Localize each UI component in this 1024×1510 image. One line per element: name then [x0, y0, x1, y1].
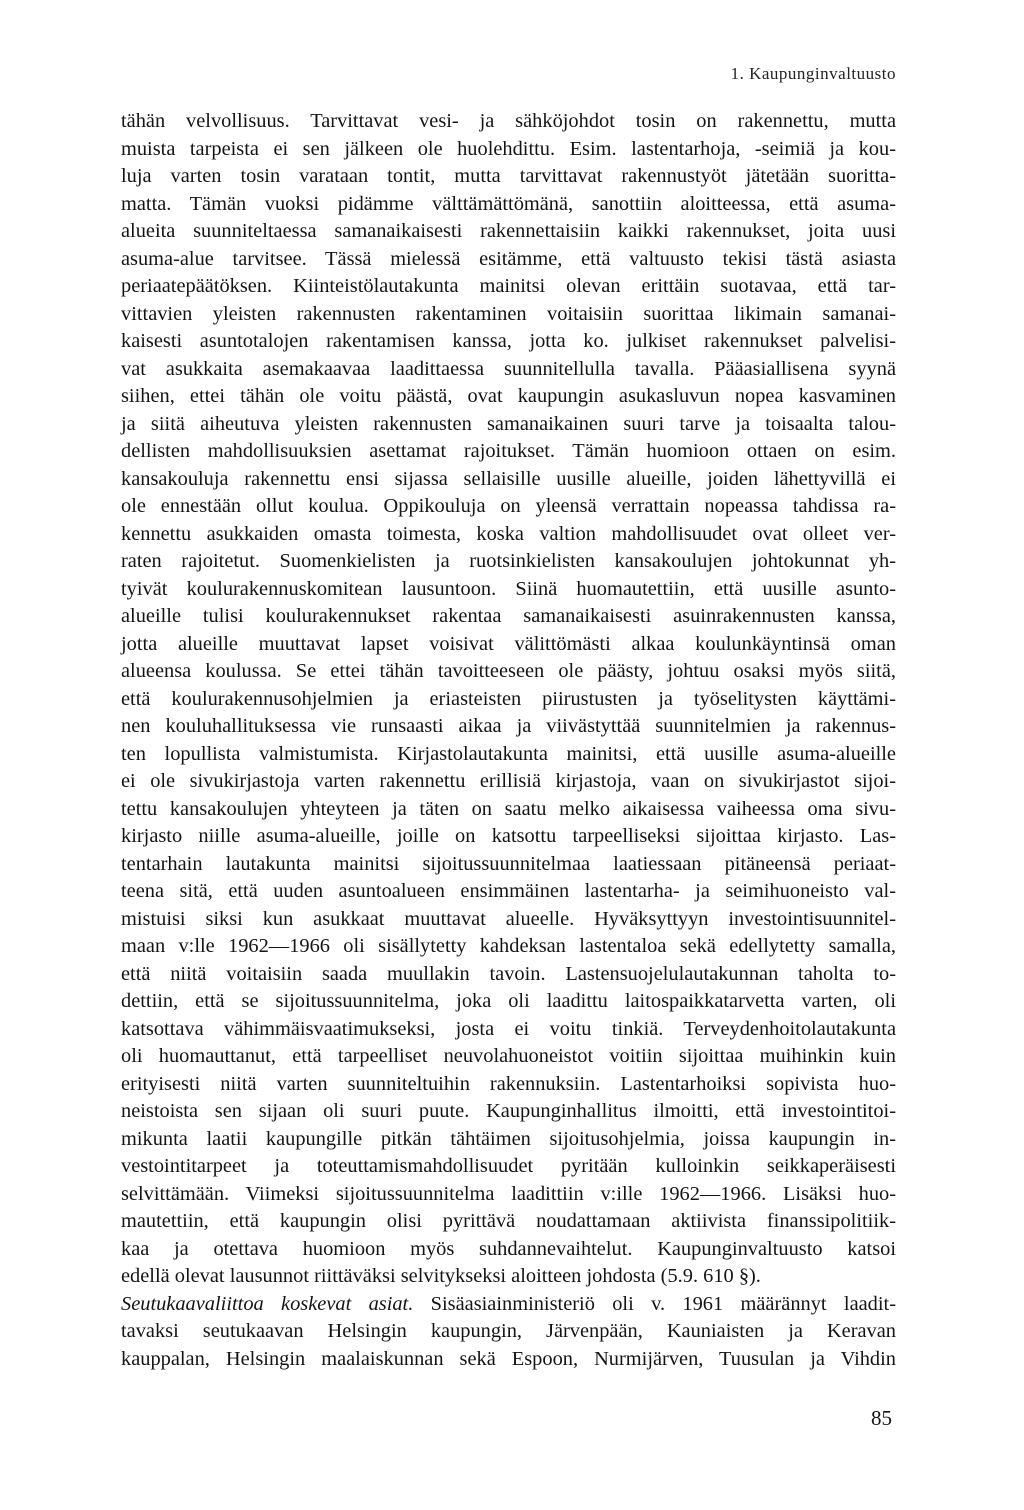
text-line: katsottava vähimmäisvaatimukseksi, josta ei voitu tinkiä. Terveydenhoitolautakunta — [121, 1017, 896, 1040]
paragraph — [121, 1291, 896, 1374]
text-line: alueille tulisi koulurakennukset rakentaa samanaikaisesti asuinrakennusten kanssa, — [121, 605, 896, 627]
text-line: kirjasto niille asuma-alueille, joille on katsottu tarpeelliseksi sijoittaa kirjasto. Las- — [121, 825, 896, 847]
text-line: tähän velvollisuus. Tarvittavat vesi- ja sähköjohdot tosin on rakennettu, mutta — [121, 110, 896, 132]
paragraph — [121, 108, 896, 1291]
text-line: kennettu asukkaiden omasta toimesta, koska valtion mahdollisuudet ovat olleet ver- — [121, 522, 896, 545]
text-line: tentarhain lautakunta mainitsi sijoitussuunnitelmaa laatiessaan pitäneensä periaat- — [121, 852, 896, 875]
text-line: ole ennestään ollut koulua. Oppikouluja on yleensä verrattain nopeassa tahdissa ra- — [121, 495, 896, 517]
text-line: kaa ja otettava huomioon myös suhdannevaihtelut. Kaupunginvaltuusto katsoi — [121, 1237, 896, 1260]
text-line: mikunta laatii kaupungille pitkän tähtäimen sijoitusohjelmia, joissa kaupungin in- — [121, 1127, 896, 1150]
text-line: matta. Tämän vuoksi pidämme välttämättömänä, sanottiin aloitteessa, että asuma- — [121, 192, 896, 215]
text-line: ei ole sivukirjastoja varten rakennettu erillisiä kirjastoja, vaan on sivukirjastot sijoi- — [121, 770, 896, 792]
text-line: erityisesti niitä varten suunniteltuihin rakennuksiin. Lastentarhoiksi sopivista huo- — [121, 1072, 896, 1095]
text-line: edellä olevat lausunnot riittäväksi selvitykseksi aloitteen johdosta (5.9. 610 §). — [121, 1265, 761, 1287]
text-line: että koulurakennusohjelmien ja eriasteisten piirustusten ja työselitysten käyttämi- — [121, 687, 896, 710]
section-heading: Seutukaavaliittoa koskevat asiat. — [121, 1292, 414, 1315]
text-line: alueensa koulussa. Se ettei tähän tavoitteeseen ole päästy, johtuu osaksi myös siitä, — [121, 660, 896, 682]
text-line: tettu kansakoulujen yhteyteen ja täten on saatu melko aikaisessa vaiheessa oma sivu- — [121, 797, 896, 820]
text-line: ja siitä aiheutuva yleisten rakennusten samanaikainen suuri tarve ja toisaalta talou- — [121, 412, 896, 435]
text-line: kaisesti asuntotalojen rakentamisen kanssa, jotta ko. julkiset rakennukset palvelisi- — [121, 330, 896, 352]
text-line: maan v:lle 1962—1966 oli sisällytetty kahdeksan lastentaloa sekä edellytetty samalla, — [121, 935, 896, 957]
text-line: alueita suunniteltaessa samanaikaisesti rakennettaisiin kaikki rakennukset, joita uusi — [121, 220, 896, 242]
text-line: teena sitä, että uuden asuntoalueen ensimmäinen lastentarha- ja seimihuoneisto val- — [121, 880, 896, 902]
text-line: muista tarpeista ei sen jälkeen ole huolehdittu. Esim. lastentarhoja, -seimiä ja kou- — [121, 137, 896, 160]
text-line: siihen, ettei tähän ole voitu päästä, ovat kaupungin asukasluvun nopea kasvaminen — [121, 385, 896, 407]
text-line: dettiin, että se sijoitussuunnitelma, joka oli laadittu laitospaikkatarvetta varten, oli — [121, 990, 896, 1012]
text-line: jotta alueille muuttavat lapset voisivat välittömästi alkaa koulunkäyntinsä oman — [121, 632, 896, 655]
text-line: neistoista sen sijaan oli suuri puute. Kaupunginhallitus ilmoitti, että investointitoi- — [121, 1100, 896, 1122]
text-line: tavaksi seutukaavan Helsingin kaupungin, Järvenpään, Kauniaisten ja Keravan — [121, 1320, 896, 1342]
page-number: 85 — [871, 1406, 892, 1430]
running-header: 1. Kaupunginvaltuusto — [730, 64, 896, 83]
text-line: dellisten mahdollisuuksien asettamat rajoitukset. Tämän huomioon ottaen on esim. — [121, 440, 896, 462]
text-line: kauppalan, Helsingin maalaiskunnan sekä Espoon, Nurmijärven, Tuusulan ja Vihdin — [121, 1347, 896, 1370]
text-line: ten lopullista valmistumista. Kirjastolautakunta mainitsi, että uusille asuma-alueille — [121, 742, 896, 765]
body-text — [121, 108, 896, 1373]
text-line: luja varten tosin varataan tontit, mutta tarvittavat rakennustyöt jätetään suoritta- — [121, 165, 896, 187]
text-line: selvittämään. Viimeksi sijoitussuunnitelma laadittiin v:ille 1962—1966. Lisäksi huo- — [121, 1182, 896, 1205]
text-line: vestointitarpeet ja toteuttamismahdollisuudet pyritään kulloinkin seikkaperäisesti — [121, 1155, 896, 1177]
text-line: että niitä voitaisiin saada muullakin tavoin. Lastensuojelulautakunnan taholta to- — [121, 962, 896, 985]
text-line: vittavien yleisten rakennusten rakentaminen voitaisiin suorittaa likimain samanai- — [121, 302, 896, 325]
text-line: nen kouluhallituksessa vie runsaasti aikaa ja viivästyttää suunnitelmien ja rakennus- — [121, 715, 896, 737]
text-line: tyivät koulurakennuskomitean lausuntoon. Siinä huomautettiin, että uusille asunto- — [121, 577, 896, 600]
text-line: asuma-alue tarvitsee. Tässä mielessä esitämme, että valtuusto tekisi tästä asiasta — [121, 247, 896, 270]
text-line: periaatepäätöksen. Kiinteistölautakunta mainitsi olevan erittäin suotavaa, että tar- — [121, 275, 896, 297]
text-line: oli huomauttanut, että tarpeelliset neuvolahuoneistot voitiin sijoittaa muihinkin kuin — [121, 1045, 896, 1067]
paragraph-first-line — [121, 1291, 896, 1319]
text-line: vat asukkaita asemakaavaa laadittaessa suunnitellulla tavalla. Pääasiallisena syynä — [121, 357, 896, 380]
text-line: mautettiin, että kaupungin olisi pyrittävä noudattamaan aktiivista finanssipolitiik- — [121, 1210, 896, 1232]
text-line: raten rajoitetut. Suomenkielisten ja ruotsinkielisten kansakoulujen johtokunnat yh- — [121, 550, 896, 572]
text-line: kansakouluja rakennettu ensi sijassa sellaisille uusille alueille, joiden lähettyvillä ei — [121, 467, 896, 490]
text-line: mistuisi siksi kun asukkaat muuttavat alueelle. Hyväksyttyyn investointisuunnitel- — [121, 907, 896, 930]
paragraph-text: Sisäasiainministeriö oli v. 1961 määrännyt laadit- — [413, 1292, 896, 1315]
